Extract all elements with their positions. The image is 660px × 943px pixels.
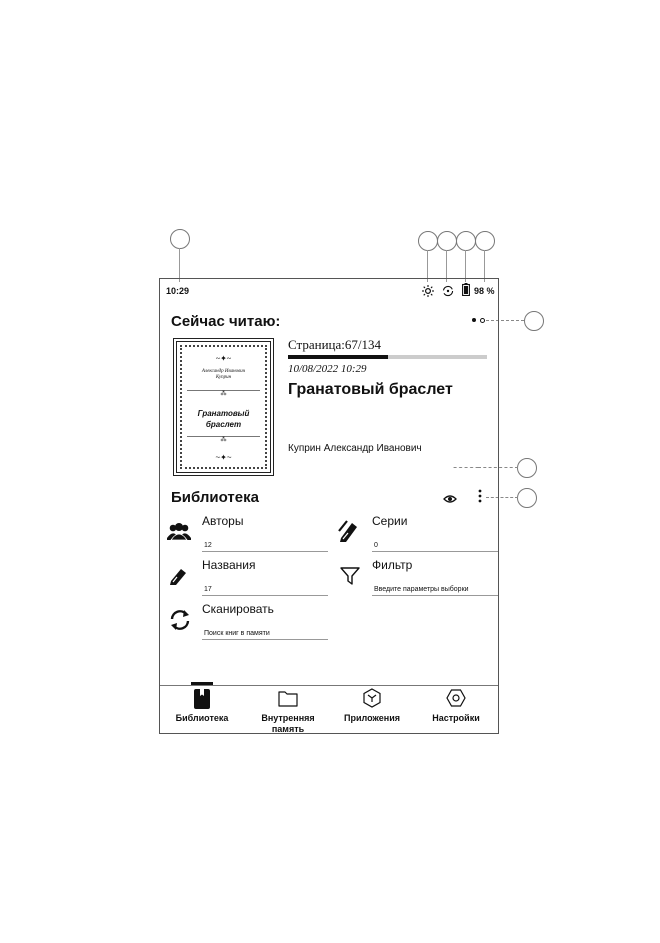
library-item-label: Сканировать xyxy=(202,602,274,616)
callout-marker xyxy=(475,231,495,251)
library-item-label: Названия xyxy=(202,558,256,572)
nav-settings[interactable] xyxy=(424,682,488,730)
nav-internal-memory[interactable] xyxy=(256,682,320,734)
library-item-label: Серии xyxy=(372,514,408,528)
library-item-label: Фильтр xyxy=(372,558,413,572)
pager-dot-active[interactable] xyxy=(472,318,476,322)
nav-label: память xyxy=(271,724,305,734)
series-icon xyxy=(338,519,358,543)
titles-icon xyxy=(169,566,187,586)
callout-marker xyxy=(418,231,438,251)
library-item-value: 12 xyxy=(204,542,212,549)
settings-icon xyxy=(446,688,466,708)
callout-marker xyxy=(437,231,457,251)
folder-icon xyxy=(278,690,298,707)
status-time: 10:29 xyxy=(166,286,190,296)
eye-icon[interactable] xyxy=(443,491,457,501)
book-cover[interactable]: ~✦~ Александр Иванович Куприн ⁂ Гранатовый браслет ⁂ ~✦~ xyxy=(173,338,274,476)
cover-title-line: Гранатовый xyxy=(197,409,250,418)
reading-progress-fill xyxy=(288,355,388,359)
page-counter: Страница:67/134 xyxy=(288,337,381,352)
library-item-scan[interactable] xyxy=(202,602,328,640)
callout-marker xyxy=(170,229,190,249)
library-item-authors[interactable] xyxy=(202,514,328,552)
battery-icon xyxy=(462,283,470,296)
library-item-label: Авторы xyxy=(202,514,244,528)
nav-label: Библиотека xyxy=(175,713,229,723)
nav-apps[interactable] xyxy=(340,682,404,730)
device-screen xyxy=(159,278,499,734)
library-item-titles[interactable] xyxy=(202,558,328,596)
callout-marker xyxy=(524,311,544,331)
callout-marker xyxy=(456,231,476,251)
scan-icon xyxy=(169,609,191,631)
nav-label: Внутренняя xyxy=(261,713,315,723)
sync-icon[interactable] xyxy=(442,284,454,296)
callout-marker xyxy=(517,458,537,478)
book-title[interactable]: Гранатовый браслет xyxy=(288,381,453,398)
library-heading: Библиотека xyxy=(171,489,259,506)
pager-dot[interactable] xyxy=(480,318,485,323)
book-icon xyxy=(194,689,210,709)
callout-marker xyxy=(517,488,537,508)
more-menu-icon[interactable] xyxy=(478,489,482,503)
nav-label: Приложения xyxy=(344,713,400,723)
frontlight-icon[interactable] xyxy=(422,284,434,296)
library-item-value: 17 xyxy=(204,586,212,593)
cover-title-line: браслет xyxy=(205,420,242,429)
library-item-series[interactable] xyxy=(372,514,498,552)
library-item-value: Введите параметры выборки xyxy=(374,586,469,593)
nav-label: Настройки xyxy=(432,713,480,723)
apps-icon xyxy=(362,688,382,708)
now-reading-heading: Сейчас читаю: xyxy=(171,313,281,330)
cover-author-line: Куприн xyxy=(215,375,232,380)
authors-icon xyxy=(167,522,191,542)
library-item-value: Поиск книг в памяти xyxy=(204,630,270,637)
cover-author-line: Александр Иванович xyxy=(201,369,246,374)
filter-icon xyxy=(340,567,360,585)
library-item-value: 0 xyxy=(374,542,378,549)
last-read-date: 10/08/2022 10:29 xyxy=(288,363,367,375)
nav-library[interactable] xyxy=(175,682,229,730)
library-item-filter[interactable] xyxy=(372,558,498,596)
callout-leader xyxy=(179,248,180,282)
nav-active-indicator xyxy=(191,682,213,685)
battery-percent: 98 % xyxy=(474,286,495,296)
book-author: Куприн Александр Иванович xyxy=(288,443,422,454)
reading-progress-bar xyxy=(288,355,487,359)
